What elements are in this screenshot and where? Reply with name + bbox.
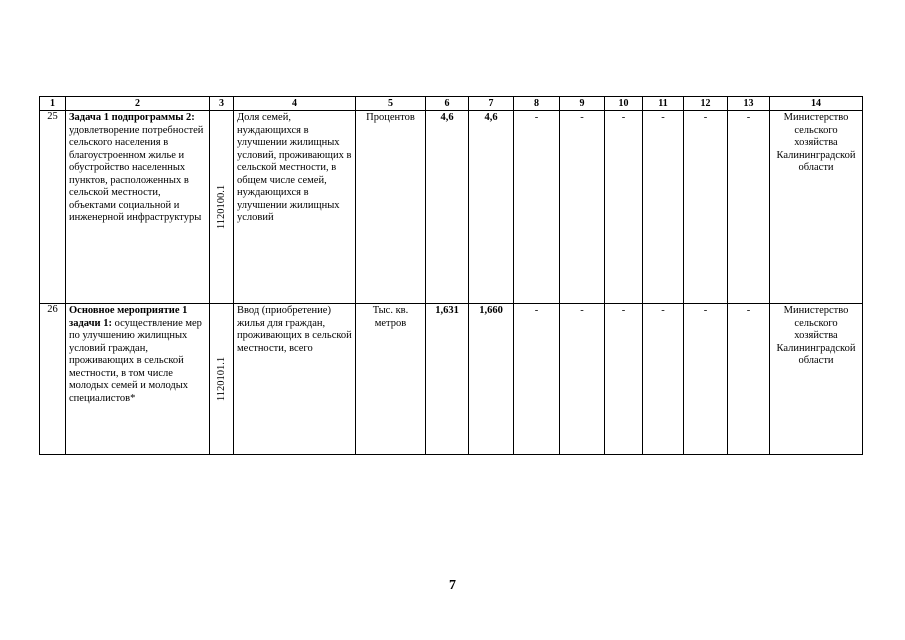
row-number: 25 — [40, 111, 66, 304]
value-col-11: - — [643, 304, 684, 455]
code-text: 1120101.1 — [215, 356, 227, 402]
row-number: 26 — [40, 304, 66, 455]
col-header-12: 12 — [684, 97, 728, 111]
indicator-cell: Доля семей, нуждающихся в улучшении жилищных условий, проживающих в сельской местности, в общем числе семей, нуждающихся в улучшении жилищных условий — [234, 111, 356, 304]
value-col-8: - — [514, 304, 560, 455]
table-row — [40, 111, 863, 304]
col-header-13: 13 — [728, 97, 770, 111]
value-col-10: - — [605, 304, 643, 455]
col-header-4: 4 — [234, 97, 356, 111]
header-row — [40, 97, 863, 111]
value-col-13: - — [728, 111, 770, 304]
value-col-8: - — [514, 111, 560, 304]
code-cell — [210, 111, 234, 304]
col-header-8: 8 — [514, 97, 560, 111]
value-col-6: 1,631 — [426, 304, 469, 455]
value-col-9: - — [560, 304, 605, 455]
task-name-title: Задача 1 подпрограммы 2: — [69, 112, 195, 123]
table-row — [40, 304, 863, 455]
col-header-3: 3 — [210, 97, 234, 111]
task-name-cell — [66, 111, 210, 304]
value-col-6: 4,6 — [426, 111, 469, 304]
value-col-11: - — [643, 111, 684, 304]
code-text: 1120100.1 — [215, 184, 227, 230]
col-header-1: 1 — [40, 97, 66, 111]
value-col-12: - — [684, 304, 728, 455]
col-header-5: 5 — [356, 97, 426, 111]
task-name-cell — [66, 304, 210, 455]
value-col-12: - — [684, 111, 728, 304]
page-number: 7 — [449, 578, 456, 593]
col-header-7: 7 — [469, 97, 514, 111]
task-name-description: удовлетворение потребностей сельского населения в благоустроенном жилье и обустройство населенных пунктов, расположенных в сельской местности, объектами социальной и инженерной инфраструктуры — [69, 124, 204, 223]
indicator-cell: Ввод (приобретение) жилья для граждан, проживающих в сельской местности, всего — [234, 304, 356, 455]
task-name-description: осуществление мер по улучшению жилищных условий граждан, проживающих в сельской местности, в том числе молодых семей и молодых специалистов* — [69, 317, 202, 404]
col-header-2: 2 — [66, 97, 210, 111]
unit-cell: Процентов — [356, 111, 426, 304]
value-col-7: 4,6 — [469, 111, 514, 304]
program-table — [39, 96, 863, 455]
col-header-11: 11 — [643, 97, 684, 111]
col-header-6: 6 — [426, 97, 469, 111]
unit-cell: Тыс. кв. метров — [356, 304, 426, 455]
col-header-14: 14 — [770, 97, 863, 111]
responsible-cell: Министерство сельского хозяйства Калининградской области — [770, 304, 863, 455]
value-col-10: - — [605, 111, 643, 304]
value-col-7: 1,660 — [469, 304, 514, 455]
col-header-9: 9 — [560, 97, 605, 111]
value-col-9: - — [560, 111, 605, 304]
code-cell — [210, 304, 234, 455]
responsible-cell: Министерство сельского хозяйства Калининградской области — [770, 111, 863, 304]
task-name-title: Основное мероприятие 1 задачи 1: — [69, 305, 188, 329]
value-col-13: - — [728, 304, 770, 455]
col-header-10: 10 — [605, 97, 643, 111]
